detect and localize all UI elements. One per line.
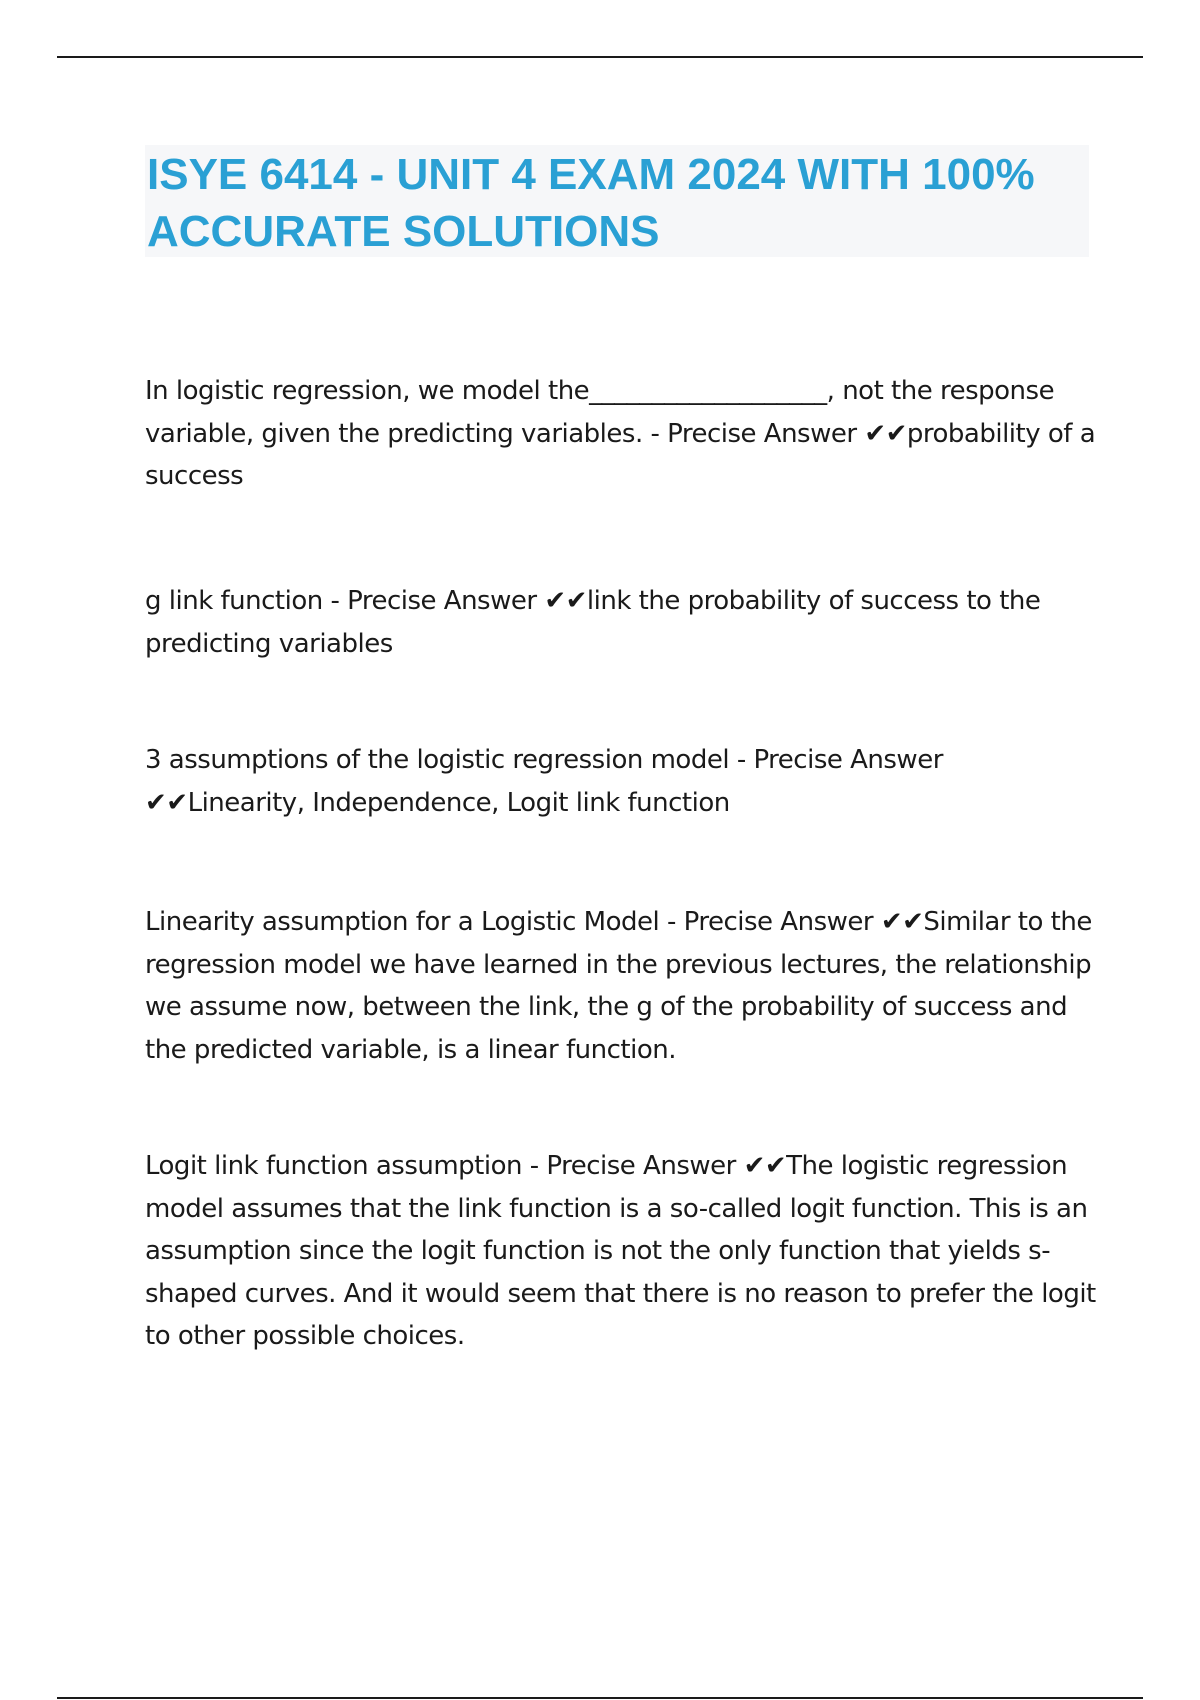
qa-item xyxy=(145,901,1100,1071)
qa-item xyxy=(145,1145,1100,1358)
answer-text: Linearity, Independence, Logit link function xyxy=(187,787,730,818)
answer-text: probability of a success xyxy=(145,418,1096,491)
qa-item xyxy=(145,370,1100,498)
checkmark-icon: ✔✔ xyxy=(743,1151,787,1181)
question-text: 3 assumptions of the logistic regression model - Precise Answer xyxy=(145,745,943,775)
answer-text: The logistic regression model assumes that the link function is a so-called logit function. This is an assumption since the logit function is not the only function that yields s-shaped curves. And it would seem that there is no reason to prefer the logit to other possible choices. xyxy=(145,1151,1096,1351)
checkmark-icon: ✔✔ xyxy=(544,586,587,616)
question-text: Logit link function assumption - Precise Answer xyxy=(145,1151,744,1181)
question-text: Linearity assumption for a Logistic Model - Precise Answer xyxy=(145,907,881,937)
footer-rule xyxy=(57,1697,1143,1699)
answer-text: Similar to the regression model we have learned in the previous lectures, the relationship we assume now, between the link, the g of the probability of success and the predicted variable, is a linear function. xyxy=(145,907,1092,1065)
answer-text: link the probability of success to the predicting variables xyxy=(145,586,1041,659)
checkmark-icon: ✔✔ xyxy=(880,907,924,937)
question-text: g link function - Precise Answer xyxy=(145,586,545,616)
checkmark-icon: ✔✔ xyxy=(145,787,188,818)
document-title: ISYE 6414 - UNIT 4 EXAM 2024 WITH 100% ACCURATE SOLUTIONS xyxy=(147,150,1035,256)
qa-item xyxy=(145,739,1100,824)
header-rule xyxy=(57,56,1143,58)
question-text: In logistic regression, we model the___________________, not the response variable, given the predicting variables. - Precise Answer xyxy=(145,376,1055,449)
checkmark-icon: ✔✔ xyxy=(864,418,907,449)
qa-item xyxy=(145,580,1100,665)
